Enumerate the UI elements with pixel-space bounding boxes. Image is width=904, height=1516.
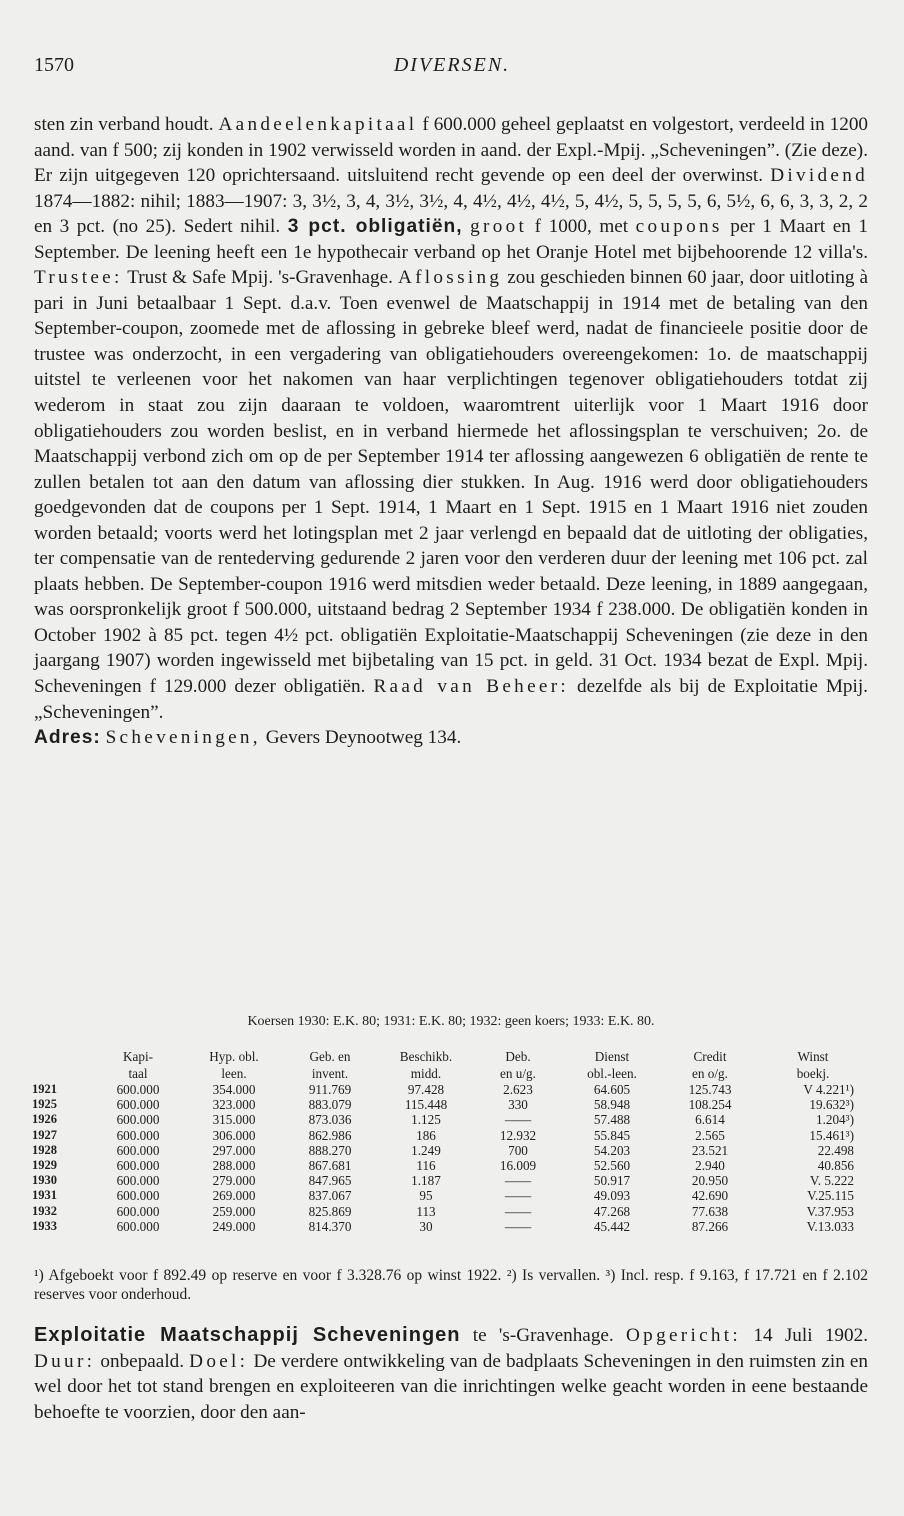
text-segment: sten zin verband houdt. <box>34 114 214 135</box>
table-cell: —— <box>504 1188 532 1204</box>
year-cell: 1927 <box>32 1127 57 1142</box>
table-cell: 2.565 <box>695 1127 725 1143</box>
spaced-label: groot <box>470 216 528 238</box>
spaced-label: Duur: <box>34 1350 96 1372</box>
table-cell: 600.000 <box>116 1082 160 1097</box>
spaced-label: Doel: <box>189 1350 249 1372</box>
column-header: Geb. en invent. <box>309 1049 351 1081</box>
table-cell: 64.605 <box>593 1082 631 1097</box>
table-cell: 47.268 <box>593 1203 631 1219</box>
table-cell: V. 5.222 <box>809 1173 854 1189</box>
table-cell: 186 <box>416 1127 436 1143</box>
column-header: Credit en o/g. <box>692 1049 728 1081</box>
text-segment: Trust & Safe Mpij. 's-Gravenhage. <box>127 267 393 289</box>
table-cell: 49.093 <box>593 1188 631 1204</box>
table-cell: 77.638 <box>691 1203 729 1219</box>
spaced-label: coupons <box>635 216 723 238</box>
table-cell: 125.743 <box>688 1082 732 1097</box>
table-cell: 814.370 <box>308 1218 352 1234</box>
column-header: Winst boekj. <box>796 1049 830 1081</box>
table-row <box>32 1112 868 1127</box>
text-segment: 14 Juli 1902. <box>753 1325 868 1346</box>
text-segment: Gevers Deynootweg 134. <box>265 727 462 749</box>
bold-label: Adres: <box>34 727 101 749</box>
table-cell: V.13.033 <box>806 1218 854 1234</box>
running-title: DIVERSEN. <box>393 54 511 76</box>
table-header-row <box>32 1048 868 1082</box>
table-cell: 19.632³) <box>809 1097 854 1113</box>
table-cell: V 4.221¹) <box>803 1082 854 1097</box>
table-cell: 888.270 <box>308 1142 352 1158</box>
table-cell: 55.845 <box>593 1127 631 1143</box>
table-cell: 97.428 <box>407 1082 445 1097</box>
table-cell: 2.940 <box>695 1158 725 1174</box>
year-cell: 1921 <box>32 1082 57 1096</box>
table-cell: 6.614 <box>695 1112 725 1128</box>
year-cell: 1931 <box>32 1188 57 1203</box>
table-cell: 42.690 <box>691 1188 729 1204</box>
spaced-label: Aflossing <box>397 267 503 289</box>
table-cell: 883.079 <box>308 1097 352 1113</box>
table-row <box>32 1173 868 1188</box>
table-cell: 825.869 <box>308 1203 352 1219</box>
table-cell: 600.000 <box>116 1097 160 1113</box>
year-cell: 1930 <box>32 1173 57 1188</box>
year-cell: 1932 <box>32 1203 57 1218</box>
table-cell: 249.000 <box>212 1218 256 1234</box>
table-cell: 315.000 <box>212 1112 256 1128</box>
table-cell: 911.769 <box>308 1082 352 1097</box>
table-cell: 259.000 <box>212 1203 256 1219</box>
text-segment: zou geschieden binnen 60 jaar, door uitloting à pari in Juni betaalbaar 1 Sept. d.a.v. Toen evenwel de Maatschappij in 1914 met de betaling van den September-coupon, zoomede met de aflossing in gebreke bleef werd, nadat de financieele positie door de trustee was onderzocht, in een vergadering van obligatiehouders overeengekomen: 1o. de maatschappij uitstel te verleenen voor het nakomen van haar verplichtingen tegenover obligatiehouders totdat zij wederom in staat zou zijn daaraan te voldoen, waaromtrent uiterlijk voor 1 Maart 1916 door obligatiehouders zou worden beslist, en in verband hiermede het aflossingsplan te verschuiven; 2o. de Maatschappij verbond zich om op de per September 1914 ter aflossing aangewezen 6 obligatiën de rente te zullen betalen tot aan den datum van aflossing dier stukken. In Aug. 1916 werd door obligatiehouders goedgevonden dat de coupons per 1 Sept. 1914, 1 Maart en 1 Sept. 1915 en 1 Maart 1916 niet zouden worden betaald; voorts werd het lotingsplan met 2 jaar verlengd en bepaald dat de uitloting der obligaties, ter compensatie van de rentederving gedurende 2 jaren voor den verderen duur der leening met 106 pct. zal plaats hebben. De September-coupon 1916 werd mitsdien weder betaald. Deze leening, in 1889 aangegaan, was oorspronkelijk groot f 500.000, uitstaand bedrag 2 September 1934 f 238.000. De obligatiën konden in October 1902 à 85 pct. tegen 4½ pct. obligatiën Exploitatie-Maatschappij Scheveningen (zie deze in den jaargang 1907) worden ingewisseld met bijbetaling van 15 pct. in geld. 31 Oct. 1934 bezat de Expl. Mpij. Scheveningen f 129.000 dezer obligatiën. <box>34 267 869 698</box>
year-cell: 1933 <box>32 1218 57 1233</box>
column-header: Kapi- taal <box>122 1049 154 1081</box>
table-cell: 58.948 <box>593 1097 631 1113</box>
table-cell: 40.856 <box>817 1158 854 1174</box>
table-cell: V.25.115 <box>807 1188 854 1204</box>
table-cell: 116 <box>416 1158 436 1174</box>
page-number: 1570 <box>34 54 74 76</box>
table-row <box>32 1158 868 1173</box>
table-cell: 600.000 <box>116 1158 160 1174</box>
table-cell: 867.681 <box>308 1158 352 1174</box>
spaced-label: Dividend <box>770 165 868 187</box>
text-segment: De verdere ontwikkeling van de badplaats Scheveningen in den ruimsten zin en wel door het tot stand brengen en exploiteeren van die inrichtingen welke geacht worden in eene bestaande behoefte te voorzien, door den aan- <box>34 1350 869 1423</box>
financial-table <box>32 1048 868 1234</box>
text-segment: f 1000, met <box>534 216 629 238</box>
table-cell: 700 <box>508 1142 528 1158</box>
table-row <box>32 1097 868 1112</box>
table-cell: 600.000 <box>116 1112 160 1128</box>
table-row <box>32 1188 868 1203</box>
table-cell: 600.000 <box>116 1218 160 1234</box>
table-cell: 330 <box>508 1097 528 1113</box>
text-segment: dezelfde als bij de Exploitatie Mpij. „Scheveningen”. <box>34 676 868 723</box>
footnotes: ¹) Afgeboekt voor f 892.49 op reserve en voor f 3.328.76 op winst 1922. ²) Is vervallen. ³) Incl. resp. f 9.163, f 17.721 en f 2.102 reserves voor onderhoud. <box>34 1267 868 1303</box>
column-header <box>32 1048 90 1082</box>
table-cell: —— <box>504 1203 532 1219</box>
table-cell: 30 <box>419 1218 433 1234</box>
table-cell: 269.000 <box>212 1188 256 1204</box>
spaced-label: Scheveningen, <box>105 727 261 749</box>
table-cell: 1.187 <box>411 1173 441 1189</box>
text-segment: te 's-Gravenhage. <box>472 1325 614 1346</box>
year-cell: 1929 <box>32 1158 57 1173</box>
column-header: Beschikb. midd. <box>399 1049 453 1081</box>
text-segment: per 1 Maart en 1 September. De leening heeft een 1e hypothecair verband op het Oranje Hotel met bijbehoorende 12 villa's. <box>34 216 869 263</box>
table-cell: 12.932 <box>499 1127 537 1143</box>
table-cell: 22.498 <box>817 1142 854 1158</box>
body-text-continued <box>34 112 868 751</box>
table-cell: 600.000 <box>116 1142 160 1158</box>
column-header: Deb. en u/g. <box>500 1049 536 1081</box>
spaced-label: Trustee: <box>34 267 123 289</box>
entry-title: Exploitatie Maatschappij Scheveningen <box>34 1324 461 1346</box>
table-cell: 847.965 <box>308 1173 352 1189</box>
table-cell: 54.203 <box>593 1142 631 1158</box>
table-cell: 600.000 <box>116 1173 160 1189</box>
table-cell: 1.204³) <box>815 1112 854 1128</box>
table-row <box>32 1204 868 1219</box>
table-cell: 23.521 <box>691 1142 729 1158</box>
year-cell: 1928 <box>32 1142 57 1157</box>
table-row <box>32 1128 868 1143</box>
text-segment: 1874—1882: nihil; 1883—1907: 3, 3½, 3, 4, 3½, 3½, 4, 4½, 4½, 4½, 5, 4½, 5, 5, 5, 5, 6, 5½, 6, 6, 3, 3, 2, 2 en 3 pct. (no 25). Sedert nihil. <box>34 190 868 238</box>
table-cell: 108.254 <box>688 1097 732 1113</box>
text-segment: f 600.000 geheel geplaatst en volgestort, verdeeld in 1200 aand. van f 500; zij konden in 1902 verwisseld worden in aand. der Expl.-Mpij. „Scheveningen”. (Zie deze). Er zijn uitgegeven 120 oprichtersaand. uitsluitend recht gevende op een deel der overwinst. <box>34 114 869 187</box>
table-cell: 57.488 <box>593 1112 631 1128</box>
bold-label: 3 pct. obligatiën, <box>287 216 463 238</box>
table-cell: 1.249 <box>411 1142 441 1158</box>
table-cell: 306.000 <box>212 1127 256 1143</box>
table-cell: 600.000 <box>116 1188 160 1204</box>
column-header: Hyp. obl. leen. <box>209 1049 259 1081</box>
table-cell: 50.917 <box>593 1173 631 1189</box>
page-header <box>34 54 870 84</box>
table-cell: 1.125 <box>411 1112 441 1128</box>
table-cell: 52.560 <box>593 1158 631 1174</box>
table-cell: 95 <box>419 1188 433 1204</box>
table-cell: 837.067 <box>308 1188 352 1204</box>
table-row <box>32 1082 868 1097</box>
table-cell: 113 <box>416 1203 436 1219</box>
table-cell: 45.442 <box>593 1218 631 1234</box>
table-cell: 87.266 <box>691 1218 729 1234</box>
table-cell: 600.000 <box>116 1203 160 1219</box>
table-cell: 297.000 <box>212 1142 256 1158</box>
table-cell: 2.623 <box>503 1082 533 1097</box>
table-cell: 354.000 <box>212 1082 256 1097</box>
spaced-label: Aandeelenkapitaal <box>218 114 418 135</box>
spaced-label: Opgericht: <box>626 1325 742 1346</box>
table-cell: 873.036 <box>308 1112 352 1128</box>
table-cell: 15.461³) <box>809 1127 854 1143</box>
table-cell: 115.448 <box>404 1097 448 1113</box>
year-cell: 1926 <box>32 1112 57 1127</box>
table-cell: 323.000 <box>212 1097 256 1113</box>
table-row <box>32 1219 868 1234</box>
spaced-label: Raad van Beheer: <box>373 676 570 698</box>
table-cell: V.37.953 <box>806 1203 854 1219</box>
text-segment: onbepaald. <box>100 1350 185 1372</box>
koersen-line: Koersen 1930: E.K. 80; 1931: E.K. 80; 1932: geen koers; 1933: E.K. 80. <box>247 1014 655 1029</box>
table-row <box>32 1143 868 1158</box>
table-cell: 288.000 <box>212 1158 256 1174</box>
year-cell: 1925 <box>32 1097 57 1112</box>
column-header: Dienst obl.-leen. <box>587 1049 637 1081</box>
table-cell: 16.009 <box>499 1158 537 1174</box>
table-cell: —— <box>504 1173 532 1189</box>
table-cell: —— <box>504 1218 532 1234</box>
table-cell: 279.000 <box>212 1173 256 1189</box>
table-cell: 600.000 <box>116 1127 160 1143</box>
body-text-new-entry <box>34 1323 868 1425</box>
table-cell: 862.986 <box>308 1127 352 1143</box>
table-cell: 20.950 <box>691 1173 729 1189</box>
table-cell: —— <box>504 1112 532 1128</box>
